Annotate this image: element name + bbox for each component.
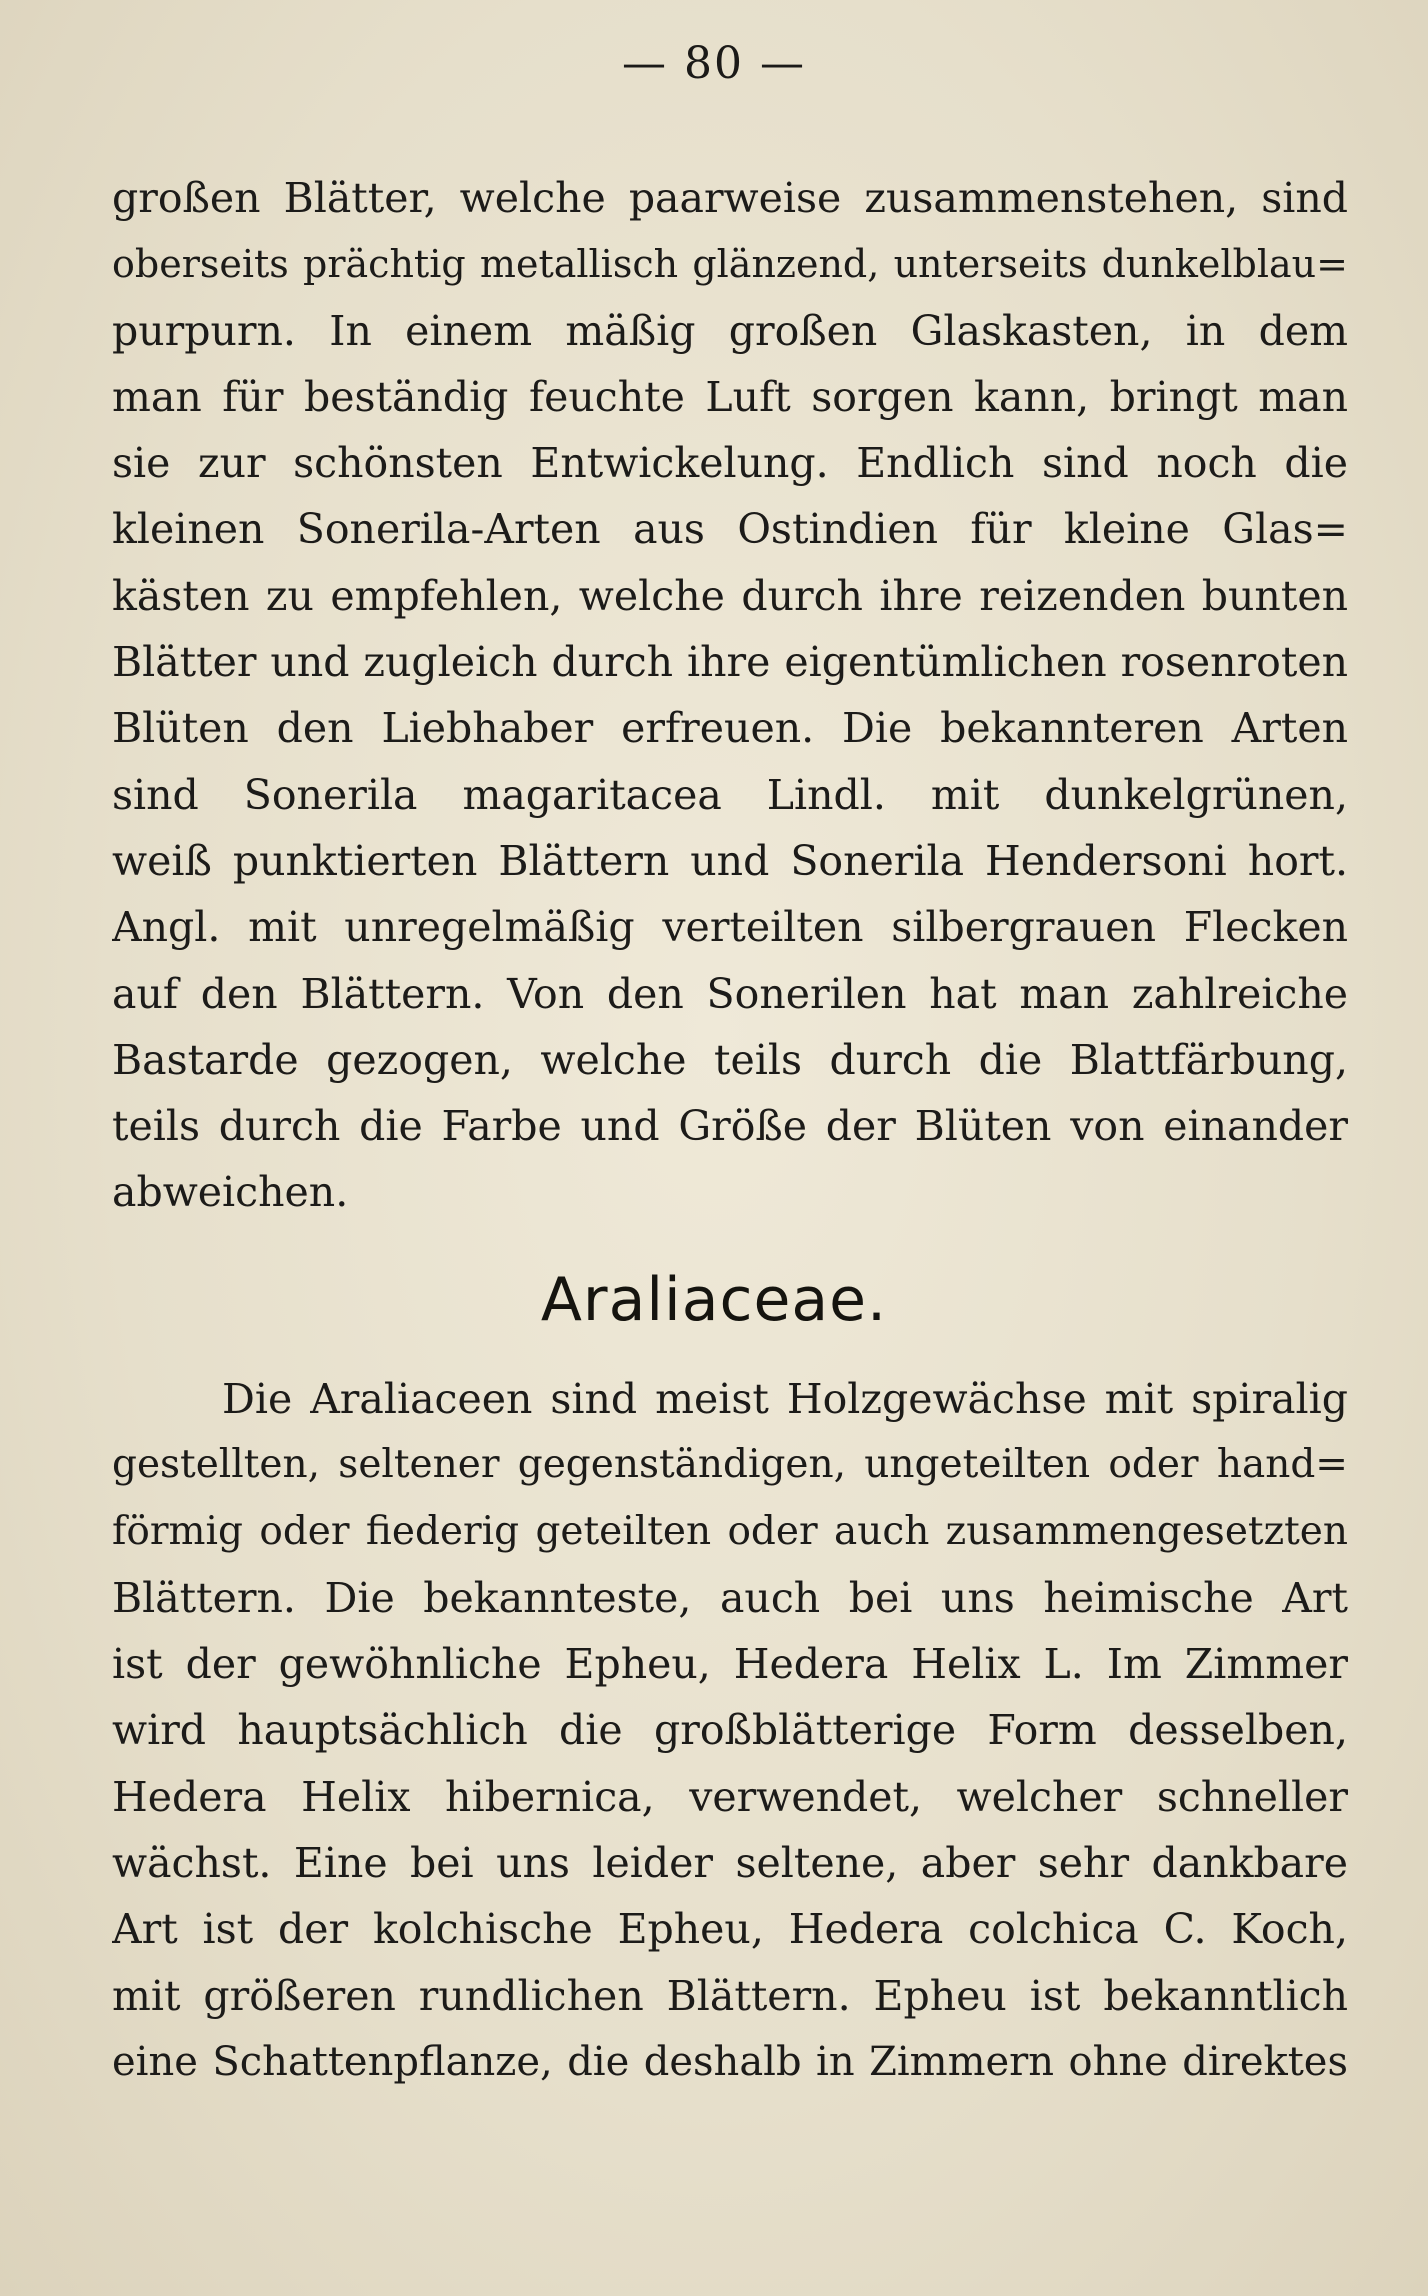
text-line: mit größeren rundlichen Blättern. Epheu ist bekanntlich xyxy=(112,1971,1348,2020)
paragraph-araliaceae xyxy=(112,1366,1348,2095)
text-line: Hedera Helix hibernica, verwendet, welcher schneller xyxy=(112,1772,1348,1821)
text-line: sie zur schönsten Entwickelung. Endlich sind noch die xyxy=(112,439,1348,488)
text-line: oberseits prächtig metallisch glänzend, unterseits dunkelblau= xyxy=(112,242,1348,287)
text-line: Blüten den Liebhaber erfreuen. Die bekannteren Arten xyxy=(112,704,1348,753)
text-line: sind Sonerila magaritacea Lindl. mit dunkelgrünen, xyxy=(112,770,1348,819)
text-line: purpurn. In einem mäßig großen Glaskasten, in dem xyxy=(112,306,1348,355)
text-line: Blättern. Die bekannteste, auch bei uns heimische Art xyxy=(112,1573,1348,1622)
text-line: Angl. mit unregelmäßig verteilten silbergrauen Flecken xyxy=(112,903,1348,952)
text-line: auf den Blättern. Von den Sonerilen hat man zahlreiche xyxy=(112,969,1348,1018)
text-line: Bastarde gezogen, welche teils durch die Blattfärbung, xyxy=(112,1035,1348,1084)
section-heading: Araliaceae. xyxy=(540,1265,888,1335)
text-line: eine Schattenpflanze, die deshalb in Zimmern ohne direktes xyxy=(112,2038,1348,2085)
text-line: kästen zu empfehlen, welche durch ihre reizenden bunten xyxy=(112,571,1348,620)
text-line: ist der gewöhnliche Epheu, Hedera Helix L. Im Zimmer xyxy=(112,1640,1348,1689)
text-line: großen Blätter, welche paarweise zusammenstehen, sind xyxy=(112,174,1348,222)
text-line: weiß punktierten Blättern und Sonerila Hendersoni hort. xyxy=(112,836,1348,885)
text-line: wird hauptsächlich die großblätterige Form desselben, xyxy=(112,1706,1348,1755)
page-number: — 80 — xyxy=(622,38,806,89)
text-line: gestellten, seltener gegenständigen, ungeteilten oder hand= xyxy=(112,1442,1348,1488)
text-line: Die Araliaceen sind meist Holzgewächse mit spiralig xyxy=(222,1375,1348,1423)
text-line: Art ist der kolchische Epheu, Hedera colchica C. Koch, xyxy=(112,1905,1348,1954)
text-line: förmig oder fiederig geteilten oder auch zusammengesetzten xyxy=(112,1508,1348,1554)
text-line: Blätter und zugleich durch ihre eigentümlichen rosenroten xyxy=(112,638,1348,687)
text-line: teils durch die Farbe und Größe der Blüten von einander xyxy=(112,1102,1348,1151)
text-line: wächst. Eine bei uns leider seltene, aber sehr dankbare xyxy=(112,1839,1348,1888)
paragraph-sonerila xyxy=(112,165,1348,1226)
text-line: abweichen. xyxy=(112,1168,349,1217)
text-line: kleinen Sonerila-Arten aus Ostindien für kleine Glas= xyxy=(112,505,1348,554)
text-line: man für beständig feuchte Luft sorgen kann, bringt man xyxy=(112,372,1348,421)
